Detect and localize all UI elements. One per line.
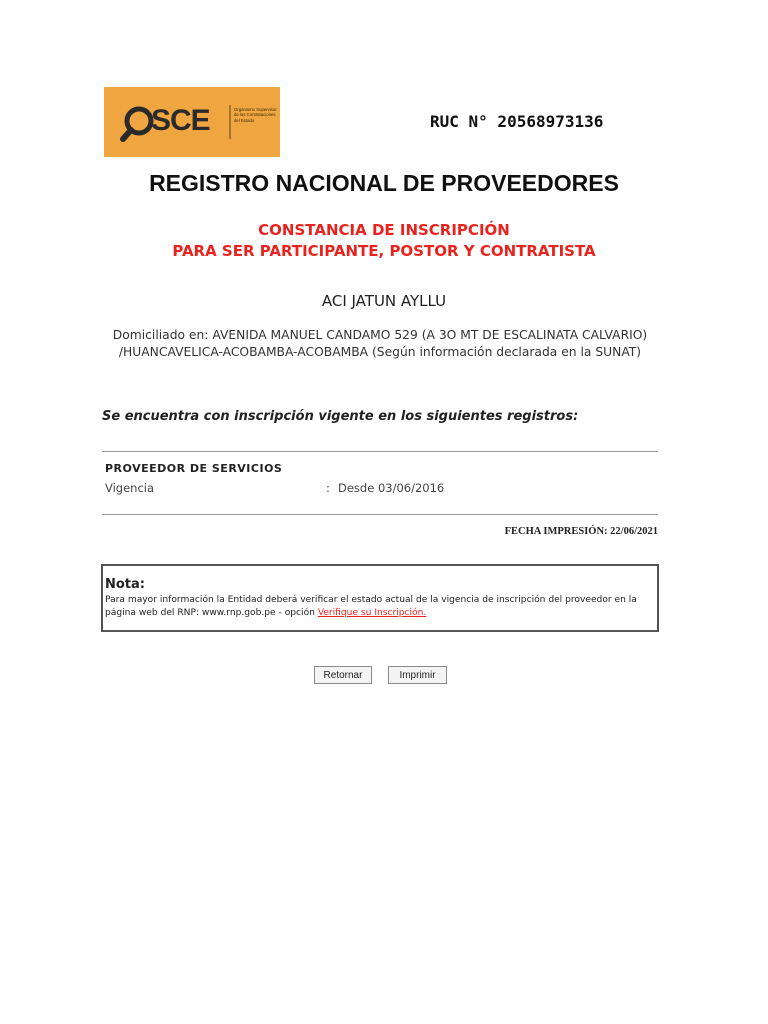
company-address: Domiciliado en: AVENIDA MANUEL CANDAMO 529 (A 3O MT DE ESCALINATA CALVARIO) /HUANCAVELICA-ACOBAMBA-ACOBAMBA (Según información declarada en la SUNAT) bbox=[112, 328, 648, 359]
ruc-number: RUC N° 20568973136 bbox=[430, 112, 604, 131]
logo-word: SCE bbox=[151, 104, 210, 137]
company-name: ACI JATUN AYLLU bbox=[321, 292, 447, 310]
subtitle-line-1: CONSTANCIA DE INSCRIPCIÓN bbox=[258, 221, 510, 239]
verifique-inscripcion-link[interactable]: Verifique su Inscripción. bbox=[317, 607, 427, 618]
registro-type: PROVEEDOR DE SERVICIOS bbox=[105, 462, 283, 475]
vigencia-label: Vigencia bbox=[105, 481, 155, 495]
nota-body: Para mayor información la Entidad deberá verificar el estado actual de la vigencia de inscripción del proveedor en la página web del RNP: www.rnp.gob.pe - opción bbox=[105, 595, 637, 618]
fecha-impresion: FECHA IMPRESIÓN: 22/06/2021 bbox=[504, 526, 658, 537]
divider bbox=[102, 451, 658, 452]
retornar-button[interactable]: Retornar bbox=[314, 666, 372, 684]
vigencia-colon: : bbox=[326, 481, 330, 495]
nota-title: Nota: bbox=[105, 577, 145, 592]
logo-subtitle: Organismo Supervisor de las Contrataciones del Estado bbox=[234, 107, 277, 123]
nota-text bbox=[105, 594, 653, 619]
registros-intro: Se encuentra con inscripción vigente en los siguientes registros: bbox=[102, 409, 579, 424]
page-title: REGISTRO NACIONAL DE PROVEEDORES bbox=[149, 170, 619, 196]
subtitle-line-2: PARA SER PARTICIPANTE, POSTOR Y CONTRATISTA bbox=[172, 242, 596, 260]
osce-logo bbox=[104, 87, 280, 157]
vigencia-value: Desde 03/06/2016 bbox=[338, 481, 445, 495]
nota-box bbox=[101, 564, 659, 632]
divider bbox=[102, 514, 658, 515]
imprimir-button[interactable]: Imprimir bbox=[388, 666, 447, 684]
